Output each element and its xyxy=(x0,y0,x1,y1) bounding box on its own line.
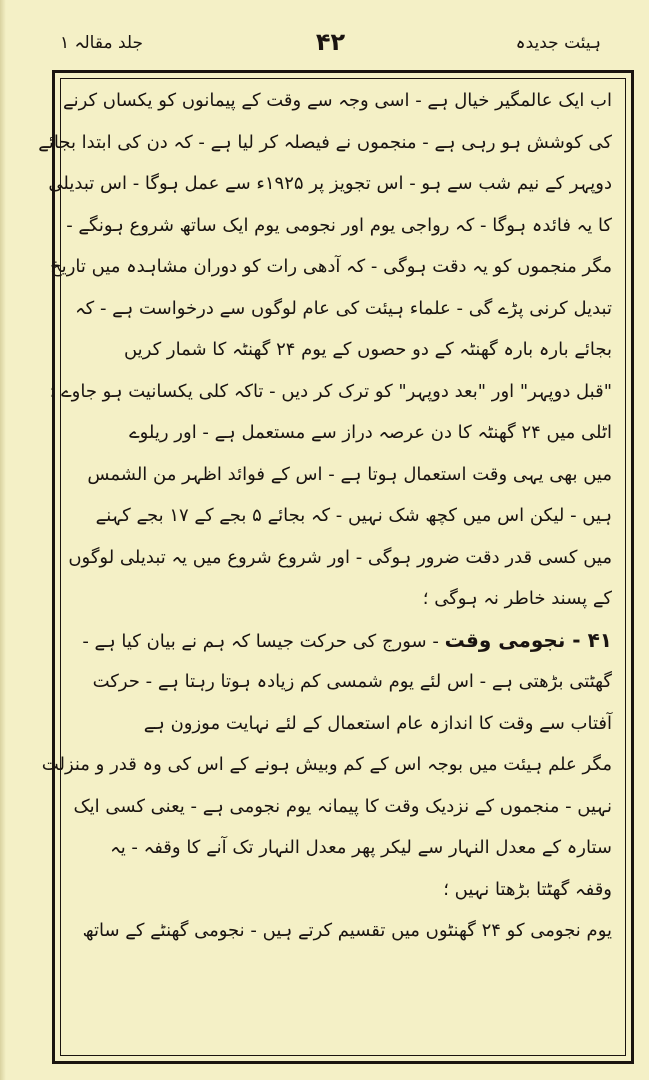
text-line: دوپہر کے نیم شب سے ہو - اس تجویز پر ۱۹۲۵ء سے عمل ہوگا - اس تبدیلی xyxy=(48,173,612,194)
text-line: ہیں - لیکن اس میں کچھ شک نہیں - کہ بجائے ۵ بجے کے ۱۷ بجے کہنے xyxy=(95,505,612,526)
volume-label: جلد مقالہ ۱ xyxy=(60,33,144,53)
text-line: مگر علم ہیئت میں بوجہ اس کے کم وبیش ہونے کے اس کی وہ قدر و منزلت xyxy=(41,754,612,775)
text-line: میں کسی قدر دقت ضرور ہوگی - اور شروع شروع میں یہ تبدیلی لوگوں xyxy=(68,546,612,568)
body-text xyxy=(38,80,612,952)
text-line: آفتاب سے وقت کا اندازہ عام استعمال کے لئے نہایت موزون ہے xyxy=(143,712,612,734)
book-title: ہیئت جدیدہ xyxy=(515,33,601,53)
section-heading-line: ۴۱ - نجومی وقت - سورج کی حرکت جیسا کہ ہم نے بیان کیا ہے - xyxy=(82,627,612,652)
text-line: کی کوشش ہو رہی ہے - منجموں نے فیصلہ کر لیا ہے - کہ دن کی ابتدا بجائے xyxy=(38,131,612,153)
text-line: گھٹتی بڑھتی ہے - اس لئے یوم شمسی کم زیادہ ہوتا رہتا ہے - حرکت xyxy=(92,671,612,692)
page-number: ۴۲ xyxy=(315,28,346,56)
page-edge-shadow xyxy=(0,0,6,1080)
text-line: کا یہ فائدہ ہوگا - کہ رواجی یوم اور نجومی یوم ایک ساتھ شروع ہونگے - xyxy=(66,214,612,236)
text-line: میں بھی یہی وقت استعمال ہوتا ہے - اس کے فوائد اظہر من الشمس xyxy=(87,463,612,485)
text-line: وقفہ گھٹتا بڑھتا نہیں ؛ xyxy=(443,878,612,900)
text-line: مگر منجموں کو یہ دقت ہوگی - کہ آدھی رات کو دوران مشاہدہ میں تاریخ xyxy=(50,256,612,277)
text-line: اب ایک عالمگیر خیال ہے - اسی وجہ سے وقت کے پیمانوں کو یکساں کرنے xyxy=(63,90,612,111)
text-line: "قبل دوپہر" اور "بعد دوپہر" کو ترک کر دیں - تاکہ کلی یکسانیت ہو جاوے ؛ xyxy=(49,380,612,402)
section-first-line: - سورج کی حرکت جیسا کہ ہم نے بیان کیا ہے - xyxy=(82,630,439,652)
text-line: تبدیل کرنی پڑے گی - علماء ہیئت کی عام لوگوں سے درخواست ہے - کہ xyxy=(75,297,612,319)
text-line: کے پسند خاطر نہ ہوگی ؛ xyxy=(422,588,612,609)
text-line: بجائے بارہ بارہ گھنٹہ کے دو حصوں کے یوم ۲۴ گھنٹہ کا شمار کریں xyxy=(123,339,612,360)
text-line: نہیں - منجموں کے نزدیک وقت کا پیمانہ یوم نجومی ہے - یعنی کسی ایک xyxy=(73,795,612,817)
section-number: ۴۱ xyxy=(587,627,612,652)
text-line: اٹلی میں ۲۴ گھنٹہ کا دن عرصہ دراز سے مستعمل ہے - اور ریلوے xyxy=(129,422,612,443)
text-line: ستارہ کے معدل النہار سے لیکر پھر معدل النہار تک آنے کا وقفہ - یہ xyxy=(110,837,612,858)
page-header xyxy=(60,30,601,64)
text-line: یوم نجومی کو ۲۴ گھنٹوں میں تقسیم کرتے ہیں - نجومی گھنٹے کے ساتھ xyxy=(82,920,612,941)
section-title: نجومی وقت xyxy=(444,627,566,652)
